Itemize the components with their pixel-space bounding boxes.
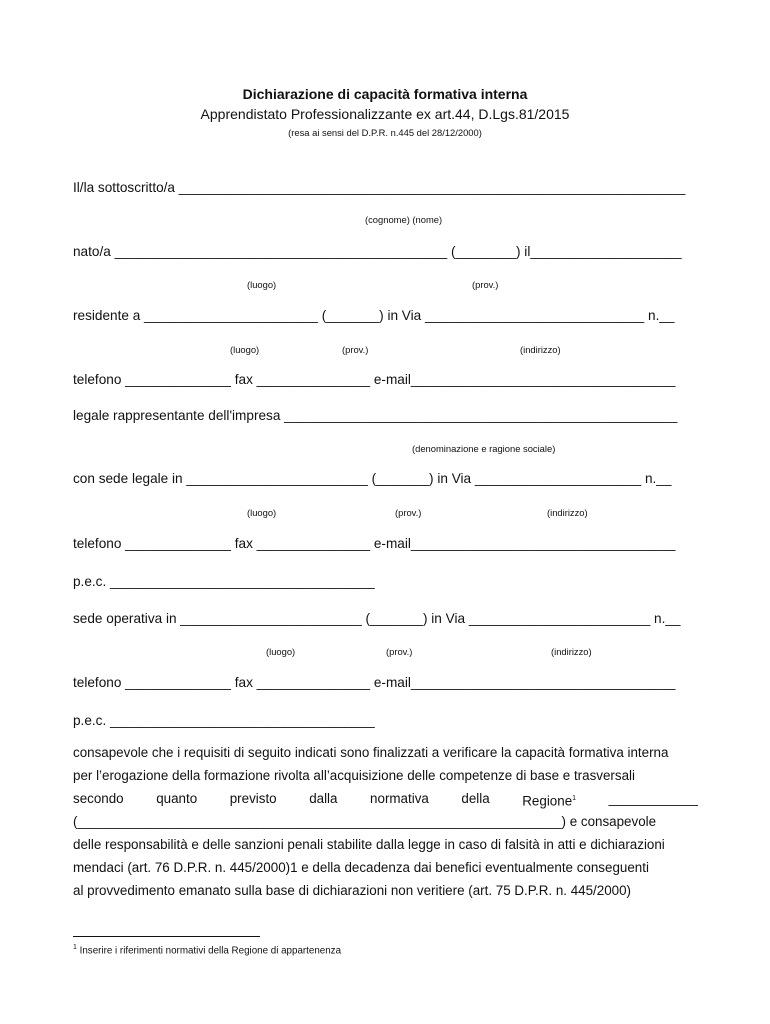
field-legale-rappresentante[interactable]: legale rappresentante dell'impresa ____________________________________________________ [73,408,678,423]
footnote-divider [73,936,260,937]
field-sottoscritto[interactable]: Il/la sottoscritto/a ___________________________________________________________________ [73,180,686,195]
paragraph-word: quanto [156,791,198,806]
paragraph-line-regione [73,787,698,810]
field-contatti-sede-operativa[interactable]: telefono ______________ fax _______________ e-mail___________________________________ [73,675,676,690]
hint-sede-operativa-indirizzo: (indirizzo) [551,646,592,657]
paragraph-line: mendaci (art. 76 D.P.R. n. 445/2000)1 e della decadenza dai benefici eventualmente conseguenti [73,860,649,875]
hint-sede-legale-indirizzo: (indirizzo) [547,507,588,518]
footnote [73,944,341,956]
field-contatti-sede-legale[interactable]: telefono ______________ fax _______________ e-mail___________________________________ [73,536,676,551]
field-pec-1[interactable]: p.e.c. ___________________________________ [73,574,375,589]
paragraph-word: previsto [229,791,277,806]
hint-sede-legale-luogo: (luogo) [247,507,277,518]
footnote-text: Inserire i riferimenti normativi della Regione di appartenenza [79,945,342,957]
footnote-reference: 1 [572,795,577,802]
hint-sede-legale-prov: (prov.) [395,507,422,518]
document-title: Dichiarazione di capacità formativa interna [242,86,528,102]
hint-nato-prov: (prov.) [472,279,499,290]
hint-sede-operativa-luogo: (luogo) [266,646,296,657]
hint-residente-indirizzo: (indirizzo) [520,344,561,355]
hint-denominazione: (denominazione e ragione sociale) [412,443,556,454]
document-subtitle: Apprendistato Professionalizzante ex art.44, D.Lgs.81/2015 [200,106,570,122]
paragraph-line: consapevole che i requisiti di seguito indicati sono finalizzati a verificare la capacità formativa interna [73,745,669,760]
paragraph-word: normativa [370,791,429,806]
paragraph-word: della [461,791,490,806]
paragraph-line: per l’erogazione della formazione rivolta all’acquisizione delle competenze di base e trasversali [73,768,635,783]
paragraph-word: secondo [73,791,124,806]
paragraph-word: dalla [309,791,338,806]
field-sede-legale[interactable]: con sede legale in ________________________ (_______) in Via ______________________ n.__ [73,471,672,486]
field-contatti-personali[interactable]: telefono ______________ fax _______________ e-mail___________________________________ [73,372,676,387]
field-nato[interactable]: nato/a ____________________________________________ (________) il____________________ [73,244,682,259]
hint-residente-prov: (prov.) [342,344,369,355]
hint-residente-luogo: (luogo) [230,344,260,355]
field-residente[interactable]: residente a _______________________ (_______) in Via _____________________________ n.__ [73,308,675,323]
field-regione-blank[interactable]: ____________ [608,791,698,806]
paragraph-line: delle responsabilità e delle sanzioni penali stabilite dalla legge in caso di falsità in atti e dichiarazioni [73,837,665,852]
field-pec-2[interactable]: p.e.c. ___________________________________ [73,713,375,728]
hint-cognome-nome: (cognome) (nome) [365,214,443,225]
paragraph-line: al provvedimento emanato sulla base di dichiarazioni non veritiere (art. 75 D.P.R. n. 445/2000) [73,883,632,898]
footnote-mark: 1 [73,944,77,951]
field-regione-reference[interactable]: (_________________________________________________________________) e consapevole [73,814,657,829]
paragraph-word-regione: Regione$^1$ [522,793,577,809]
hint-nato-luogo: (luogo) [247,279,277,290]
hint-sede-operativa-prov: (prov.) [386,646,413,657]
legal-reference-note: (resa ai sensi del D.P.R. n.445 del 28/12/2000) [288,127,482,138]
field-sede-operativa[interactable]: sede operativa in ________________________ (_______) in Via ________________________ n.__ [73,611,681,626]
declaration-paragraph [73,741,698,902]
